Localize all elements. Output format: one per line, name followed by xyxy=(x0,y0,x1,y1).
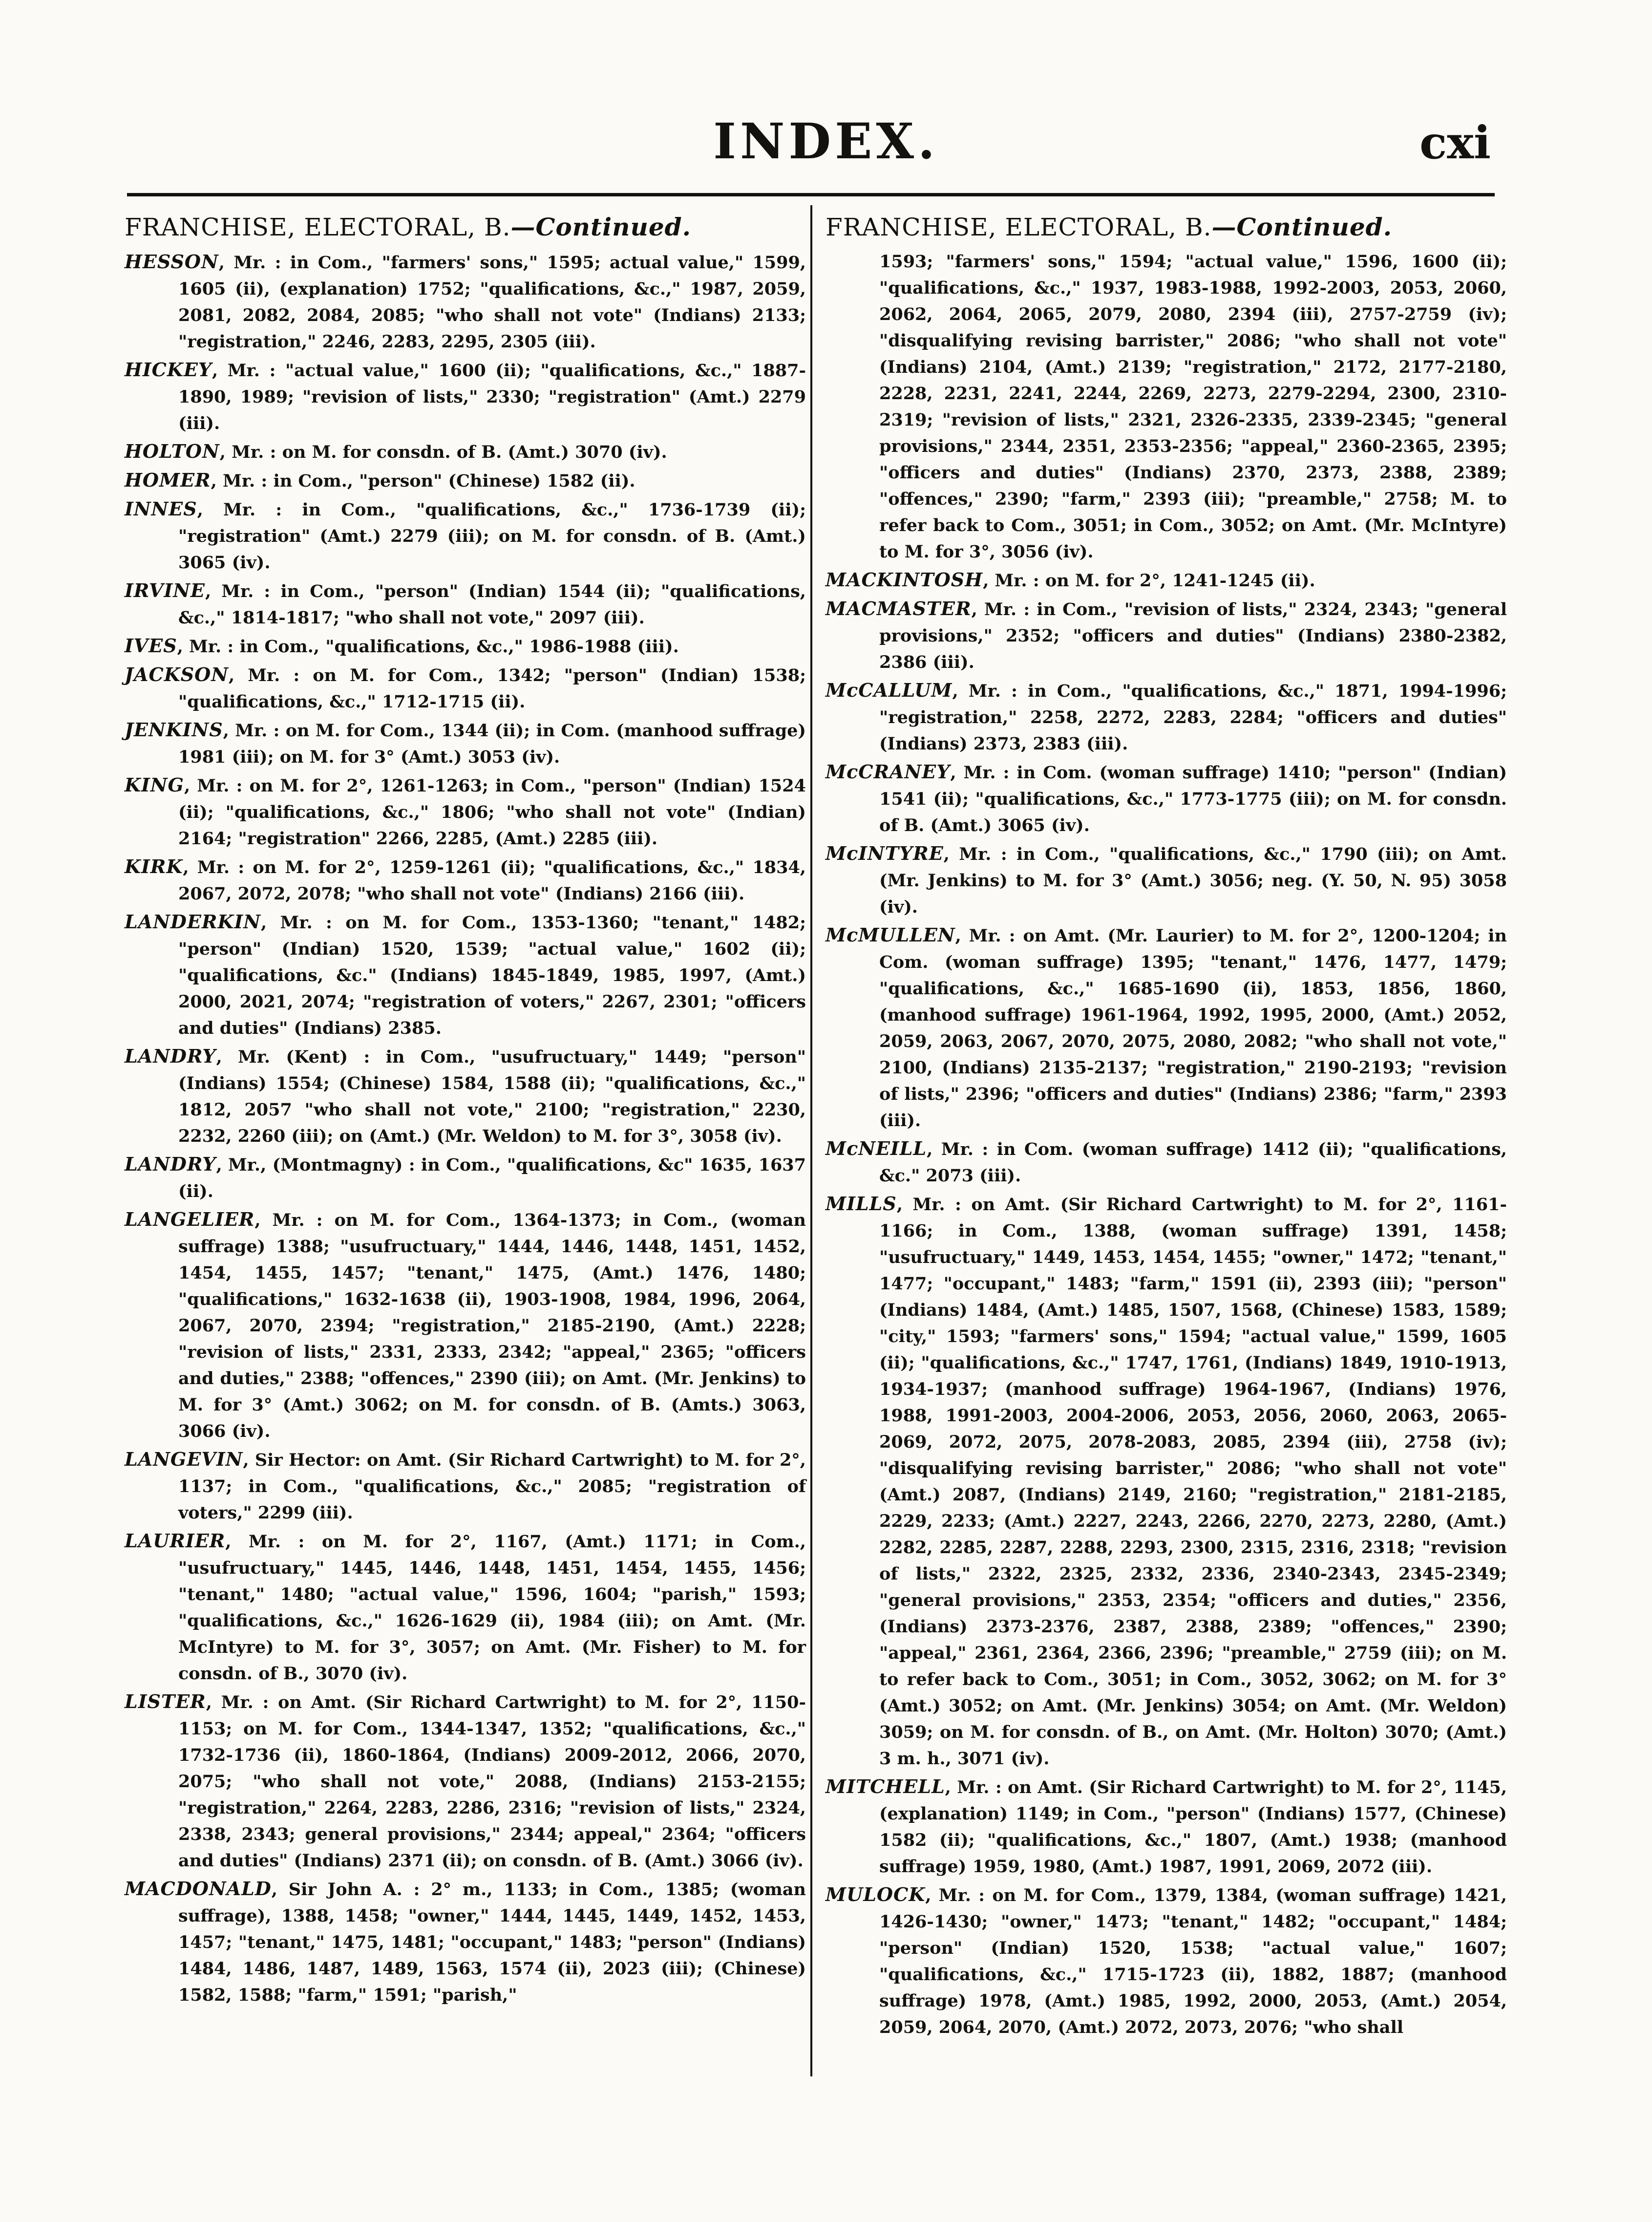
index-entry xyxy=(125,1446,806,1526)
index-entry xyxy=(125,1876,806,2008)
index-entry xyxy=(125,633,806,660)
left-column-heading xyxy=(125,208,806,247)
entry-name: LANDERKIN xyxy=(125,911,261,933)
index-entry xyxy=(826,567,1507,594)
entry-name: LANDRY xyxy=(125,1045,216,1067)
entry-text: , Mr. : on M. for 2°, 1241-1245 (ii). xyxy=(983,571,1315,591)
entry-text: , Mr. : on M. for Com., 1379, 1384, (woman suffrage) 1421, 1426-1430; "owner," 1473; "tenant," 1482; "occupant," 1484; "person" (Indian) 1520, 1538; "actual value," 1607; "qualifications, &c.," 1715-1723 (ii), 1882, 1887; (manhood suffrage) 1978, (Amt.) 1985, 1992, 2000, 2053, (Amt.) 2054, 2059, 2064, 2070, (Amt.) 2072, 2073, 2076; "who shall xyxy=(879,1885,1507,2037)
entry-name: McCRANEY xyxy=(826,761,951,783)
entry-text: , Mr. : in Com., "qualifications, &c.," 1736-1739 (ii); "registration" (Amt.) 2279 (iii); on M. for consdn. of B. (Amt.) 3065 (iv). xyxy=(178,500,806,573)
entry-text: , Mr., (Montmagny) : in Com., "qualifications, &c" 1635, 1637 (ii). xyxy=(178,1155,806,1201)
index-entry xyxy=(826,759,1507,839)
entry-name: LANGEVIN xyxy=(125,1448,243,1470)
index-entry xyxy=(125,1206,806,1445)
entry-text: , Mr. : on Amt. (Sir Richard Cartwright) to M. for 2°, 1150-1153; on M. for Com., 1344-1347, 1352; "qualifications, &c.," 1732-1736 (ii), 1860-1864, (Indians) 2009-2012, 2066, 2070, 2075; "who shall not vote," 2088, (Indians) 2153-2155; "registration," 2264, 2283, 2286, 2316; "revision of lists," 2324, 2338, 2343; general provisions," 2344; appeal," 2364; "officers and duties" (Indians) 2371 (ii); on consdn. of B. (Amt.) 3066 (iv). xyxy=(178,1692,806,1871)
entry-text: , Mr. : in Com., "revision of lists," 2324, 2343; "general provisions," 2352; "officers and duties" (Indians) 2380-2382, 2386 (iii). xyxy=(879,599,1507,672)
entry-name: JENKINS xyxy=(125,719,223,741)
entry-text: , Mr. : in Com., "qualifications, &c.," 1790 (iii); on Amt. (Mr. Jenkins) to M. for 3° (Amt.) 3056; neg. (Y. 50, N. 95) 3058 (iv). xyxy=(879,844,1507,917)
page-header xyxy=(0,0,1652,186)
entry-name: MULOCK xyxy=(826,1883,926,1905)
entry-text: , Mr. (Kent) : in Com., "usufructuary," 1449; "person" (Indians) 1554; (Chinese) 1584, 1588 (ii); "qualifications, &c.," 1812, 2057 "who shall not vote," 2100; "registration," 2230, 2232, 2260 (iii); on (Amt.) (Mr. Weldon) to M. for 3°, 3058 (iv). xyxy=(178,1047,806,1146)
entry-name: LISTER xyxy=(125,1690,206,1712)
heading-text: FRANCHISE, ELECTORAL, B. xyxy=(826,213,1212,241)
index-entry xyxy=(125,438,806,466)
entry-text: , Mr. : on Amt. (Sir Richard Cartwright) to M. for 2°, 1161-1166; in Com., 1388, (woman suffrage) 1391, 1458; "usufructuary," 1449, 1453, 1454, 1455; "owner," 1472; "tenant," 1477; "occupant," 1483; "farm," 1591 (ii), 2393 (iii); "person" (Indians) 1484, (Amt.) 1485, 1507, 1568, (Chinese) 1583, 1589; "city," 1593; "farmers' sons," 1594; "actual value," 1599, 1605 (ii); "qualifications, &c.," 1747, 1761, (Indians) 1849, 1910-1913, 1934-1937; (manhood suffrage) 1964-1967, (Indians) 1976, 1988, 1991-2003, 2004-2006, 2053, 2056, 2060, 2063, 2065-2069, 2072, 2075, 2078-2083, 2085, 2394 (iii), 2758 (iv); "disqualifying revising barrister," 2086; "who shall not vote" (Amt.) 2087, (Indians) 2149, 2160; "registration," 2181-2185, 2229, 2233; (Amt.) 2227, 2243, 2266, 2270, 2273, 2280, (Amt.) 2282, 2285, 2287, 2288, 2293, 2300, 2315, 2316, 2318; "revision of lists," 2322, 2325, 2332, 2336, 2340-2343, 2345-2349; "general provisions," 2353, 2354; "officers and duties," 2356, (Indians) 2373-2376, 2387, 2388, 2389; "offences," 2390; "appeal," 2361, 2364, 2366, 2396; "preamble," 2759 (iii); on M. to refer back to Com., 3051; in Com., 3052, 3062; on M. for 3° (Amt.) 3052; on Amt. (Mr. Jenkins) 3054; on Amt. (Mr. Weldon) 3059; on M. for consdn. of B., on Amt. (Mr. Holton) 3070; (Amt.) 3 m. h., 3071 (iv). xyxy=(879,1195,1507,1769)
heading-text: FRANCHISE, ELECTORAL, B. xyxy=(125,213,511,241)
entry-text: , Mr. : in Com. (woman suffrage) 1412 (ii); "qualifications, &c." 2073 (iii). xyxy=(879,1139,1507,1186)
entry-name: KIRK xyxy=(125,855,183,877)
entry-name: LANDRY xyxy=(125,1153,216,1175)
heading-continued: —Continued. xyxy=(510,213,692,241)
entry-text: , Mr. : on M. for consdn. of B. (Amt.) 3070 (iv). xyxy=(219,442,667,462)
page-title: INDEX. xyxy=(713,112,939,170)
entry-name: McCALLUM xyxy=(826,679,953,701)
index-entry xyxy=(826,677,1507,757)
index-entry xyxy=(125,249,806,355)
index-entry xyxy=(125,467,806,494)
entry-text: , Sir John A. : 2° m., 1133; in Com., 1385; (woman suffrage), 1388, 1458; "owner," 1444, 1445, 1449, 1452, 1453, 1457; "tenant," 1475, 1481; "occupant," 1483; "person" (Indians) 1484, 1486, 1487, 1489, 1563, 1574 (ii), 2023 (iii); (Chinese) 1582, 1588; "farm," 1591; "parish," xyxy=(178,1880,806,2005)
index-entry xyxy=(125,577,806,631)
index-entry xyxy=(826,1135,1507,1189)
entry-name: HESSON xyxy=(125,251,219,273)
entry-text: , Mr. : "actual value," 1600 (ii); "qualifications, &c.," 1887-1890, 1989; "revision of lists," 2330; "registration" (Amt.) 2279 (iii). xyxy=(178,361,806,433)
entry-name: MILLS xyxy=(826,1193,897,1215)
entry-name: HOLTON xyxy=(125,440,220,462)
entry-name: MITCHELL xyxy=(826,1775,945,1797)
index-entry xyxy=(125,772,806,852)
index-entry xyxy=(125,357,806,437)
index-entry xyxy=(826,1881,1507,2041)
entry-text: , Mr. : on M. for 2°, 1261-1263; in Com., "person" (Indian) 1524 (ii); "qualifications, &c.," 1806; "who shall not vote" (Indian) 2164; "registration" 2266, 2285, (Amt.) 2285 (iii). xyxy=(178,776,806,849)
entry-text: , Mr. : in Com., "person" (Indian) 1544 (ii); "qualifications, &c.," 1814-1817; "who shall not vote," 2097 (iii). xyxy=(178,581,806,628)
entry-name: HOMER xyxy=(125,469,211,491)
entry-text: , Mr. : in Com., "qualifications, &c.," 1986-1988 (iii). xyxy=(177,637,679,657)
header-rule xyxy=(127,193,1495,196)
entry-text: , Mr. : on Amt. (Sir Richard Cartwright) to M. for 2°, 1145, (explanation) 1149; in Com., "person" (Indians) 1577, (Chinese) 1582 (ii); "qualifications, &c.," 1807, (Amt.) 1938; (manhood suffrage) 1959, 1980, (Amt.) 1987, 1991, 2069, 2072 (iii). xyxy=(879,1777,1507,1877)
right-column xyxy=(826,208,1507,2042)
index-entry xyxy=(826,1191,1507,1772)
entry-name: McINTYRE xyxy=(826,842,944,864)
entry-text: , Mr. : on M. for Com., 1364-1373; in Com., (woman suffrage) 1388; "usufructuary," 1444, 1446, 1448, 1451, 1452, 1454, 1455, 1457; "tenant," 1475, (Amt.) 1476, 1480; "qualifications," 1632-1638 (ii), 1903-1908, 1984, 1996, 2064, 2067, 2070, 2394; "registration," 2185-2190, (Amt.) 2228; "revision of lists," 2331, 2333, 2342; "appeal," 2365; "officers and duties," 2388; "offences," 2390 (iii); on Amt. (Mr. Jenkins) to M. for 3° (Amt.) 3062; on M. for consdn. of B. (Amts.) 3063, 3066 (iv). xyxy=(178,1210,806,1441)
entry-name: LANGELIER xyxy=(125,1208,255,1230)
entry-text: , Sir Hector: on Amt. (Sir Richard Cartwright) to M. for 2°, 1137; in Com., "qualifications, &c.," 2085; "registration of voters," 2299 (iii). xyxy=(178,1450,806,1523)
entry-name: INNES xyxy=(125,498,197,520)
entry-name: McNEILL xyxy=(826,1137,927,1159)
index-entry xyxy=(125,662,806,715)
entry-text: , Mr. : in Com., "person" (Chinese) 1582 (ii). xyxy=(211,471,635,491)
entry-name: IRVINE xyxy=(125,579,205,601)
entry-name: MACKINTOSH xyxy=(826,569,983,591)
page-number: cxi xyxy=(1419,116,1491,169)
index-entry xyxy=(125,1043,806,1150)
index-entry xyxy=(125,1688,806,1874)
entry-name: JACKSON xyxy=(125,663,229,685)
index-entry xyxy=(125,854,806,907)
index-entry xyxy=(826,922,1507,1134)
index-entry xyxy=(826,840,1507,920)
entry-name: LAURIER xyxy=(125,1530,226,1552)
entry-name: MACMASTER xyxy=(826,598,972,620)
continued-entry: 1593; "farmers' sons," 1594; "actual value," 1596, 1600 (ii); "qualifications, &c.," 1937, 1983-1988, 1992-2003, 2053, 2060, 2062, 2064, 2065, 2079, 2080, 2394 (iii), 2757-2759 (iv); "disqualifying revising barrister," 2086; "who shall not vote" (Indians) 2104, (Amt.) 2139; "registration," 2172, 2177-2180, 2228, 2231, 2241, 2244, 2269, 2273, 2279-2294, 2300, 2310-2319; "revision of lists," 2321, 2326-2335, 2339-2345; "general provisions," 2344, 2351, 2353-2356; "appeal," 2360-2365, 2395; "officers and duties" (Indians) 2370, 2373, 2388, 2389; "offences," 2390; "farm," 2393 (iii); "preamble," 2758; M. to refer back to Com., 3051; in Com., 3052; on Amt. (Mr. McIntyre) to M. for 3°, 3056 (iv). xyxy=(879,252,1507,562)
index-entry xyxy=(125,909,806,1042)
entry-name: HICKEY xyxy=(125,359,212,381)
index-entry xyxy=(826,596,1507,676)
entry-text: , Mr. : on M. for 2°, 1259-1261 (ii); "qualifications, &c.," 1834, 2067, 2072, 2078; "who shall not vote" (Indians) 2166 (iii). xyxy=(178,857,806,904)
entry-name: McMULLEN xyxy=(826,924,955,946)
index-entry xyxy=(826,1773,1507,1880)
left-column xyxy=(125,208,806,2010)
entry-name: IVES xyxy=(125,635,177,657)
entry-text: , Mr. : in Com., "qualifications, &c.," 1871, 1994-1996; "registration," 2258, 2272, 2283, 2284; "officers and duties" (Indians) 2373, 2383 (iii). xyxy=(879,681,1507,754)
entry-text: , Mr. : on M. for Com., 1342; "person" (Indian) 1538; "qualifications, &c.," 1712-1715 (ii). xyxy=(178,665,806,712)
entry-text: , Mr. : on M. for Com., 1353-1360; "tenant," 1482; "person" (Indian) 1520, 1539; "actual value," 1602 (ii); "qualifications, &c." (Indians) 1845-1849, 1985, 1997, (Amt.) 2000, 2021, 2074; "registration of voters," 2267, 2301; "officers and duties" (Indians) 2385. xyxy=(178,913,806,1038)
heading-continued: —Continued. xyxy=(1211,213,1393,241)
index-entry xyxy=(125,717,806,770)
index-entry xyxy=(125,1151,806,1205)
entry-name: KING xyxy=(125,774,184,796)
entry-text: , Mr. : in Com. (woman suffrage) 1410; "person" (Indian) 1541 (ii); "qualifications, &c.," 1773-1775 (iii); on M. for consdn. of B. (Amt.) 3065 (iv). xyxy=(879,763,1507,835)
column-divider xyxy=(810,205,812,2076)
entry-text: , Mr. : on M. for 2°, 1167, (Amt.) 1171; in Com., "usufructuary," 1445, 1446, 1448, 1451, 1454, 1455, 1456; "tenant," 1480; "actual value," 1596, 1604; "parish," 1593; "qualifications, &c.," 1626-1629 (ii), 1984 (iii); on Amt. (Mr. McIntyre) to M. for 3°, 3057; on Amt. (Mr. Fisher) to M. for consdn. of B., 3070 (iv). xyxy=(178,1532,806,1684)
entry-text: , Mr. : in Com., "farmers' sons," 1595; actual value," 1599, 1605 (ii), (explanation) 1752; "qualifications, &c.," 1987, 2059, 2081, 2082, 2084, 2085; "who shall not vote" (Indians) 2133; "registration," 2246, 2283, 2295, 2305 (iii). xyxy=(178,253,806,352)
entry-text: , Mr. : on Amt. (Mr. Laurier) to M. for 2°, 1200-1204; in Com. (woman suffrage) 1395; "tenant," 1476, 1477, 1479; "qualifications, &c.," 1685-1690 (ii), 1853, 1856, 1860, (manhood suffrage) 1961-1964, 1992, 1995, 2000, (Amt.) 2052, 2059, 2063, 2067, 2070, 2075, 2080, 2082; "who shall not vote," 2100, (Indians) 2135-2137; "registration," 2190-2193; "revision of lists," 2396; "officers and duties" (Indians) 2386; "farm," 2393 (iii). xyxy=(879,926,1507,1131)
entry-text: , Mr. : on M. for Com., 1344 (ii); in Com. (manhood suffrage) 1981 (iii); on M. for 3° (Amt.) 3053 (iv). xyxy=(178,721,806,767)
index-entry xyxy=(125,496,806,576)
entry-name: MACDONALD xyxy=(125,1878,272,1900)
right-column-heading xyxy=(826,208,1507,247)
index-entry xyxy=(125,1528,806,1687)
